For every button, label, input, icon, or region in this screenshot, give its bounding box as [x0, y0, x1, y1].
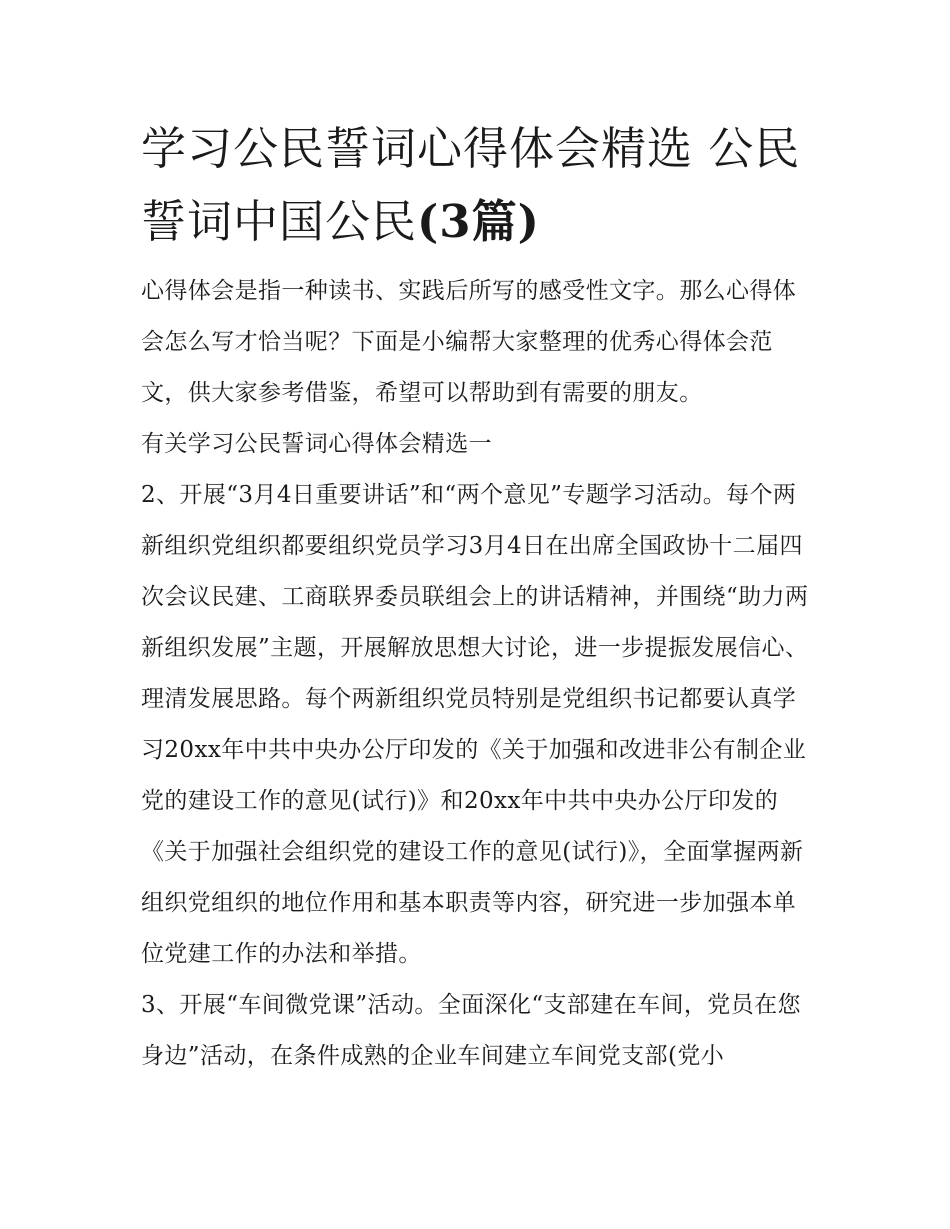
title-count: (3篇) [417, 195, 540, 248]
document-content [141, 112, 813, 1082]
intro-paragraph: 心得体会是指一种读书、实践后所写的感受性文字。那么心得体会怎么写才恰当呢？下面是小编帮大家整理的优秀心得体会范文，供大家参考借鉴，希望可以帮助到有需要的朋友。 [141, 278, 797, 406]
body-paragraph-3: 3、开展“车间微党课”活动。全面深化“支部建在车间，党员在您身边”活动，在条件成熟的企业车间建立车间党支部(党小 [141, 992, 801, 1069]
document-title [141, 112, 813, 258]
title-text: 学习公民誓词心得体会精选 公民誓词中国公民 [141, 122, 801, 248]
body-paragraph-2: 2、开展“3月4日重要讲话”和“两个意见”专题学习活动。每个两新组织党组织都要组织党员学习3月4日在出席全国政协十二届四次会议民建、工商联界委员联组会上的讲话精神，并围绕“助力两新组织发展”主题，开展解放思想大讨论，进一步提振发展信心、理清发展思路。每个两新组织党员特别是党组织书记都要认真学习20xx年中共中央办公厅印发的《关于加强和改进非公有制企业党的建设工作的意见(试行)》和20xx年中共中央办公厅印发的《关于加强社会组织党的建设工作的意见(试行)》，全面掌握两新组织党组织的地位作用和基本职责等内容，研究进一步加强本单位党建工作的办法和举措。 [141, 482, 809, 967]
section-heading: 有关学习公民誓词心得体会精选一 [141, 431, 492, 457]
